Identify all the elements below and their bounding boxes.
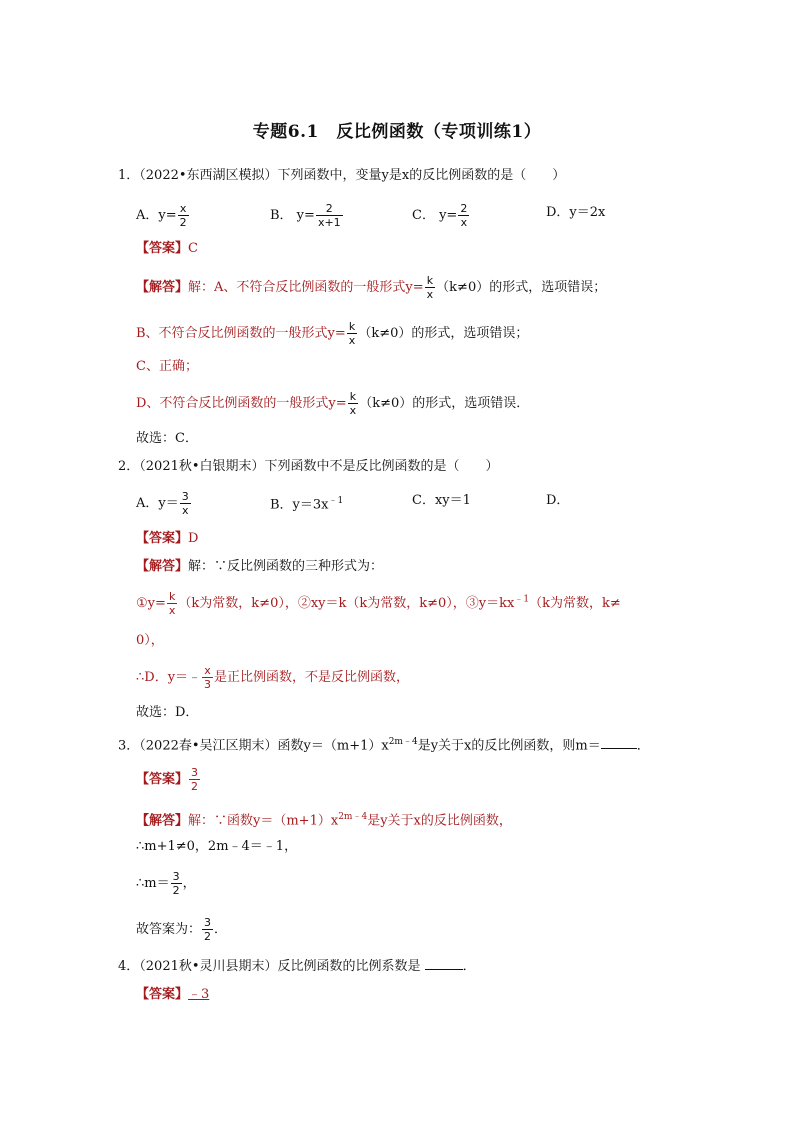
- solution-label: 【解答】: [136, 280, 189, 295]
- page-title: 专题6.1 反比例函数（专项训练1）: [252, 122, 542, 142]
- stem-text: ．: [636, 738, 650, 754]
- q2-option-b: [270, 492, 343, 514]
- solution-label: 【解答】: [136, 813, 189, 829]
- fraction: [189, 766, 200, 793]
- solution-text: ①y=: [136, 596, 166, 611]
- q1-option-c-label: C． y=: [412, 208, 458, 223]
- denominator: 2: [179, 216, 187, 229]
- solution-text: 解：∵函数y＝（m+1）x: [188, 813, 339, 829]
- q1-option-d: D．y＝2x: [546, 205, 606, 220]
- q2-option-d: D．: [546, 493, 570, 508]
- q4-answer: [136, 986, 209, 1004]
- denominator: x: [349, 404, 357, 417]
- q1-answer: [136, 240, 198, 258]
- q2-solution-line-3: 0），: [136, 633, 164, 648]
- solution-text: （k≠0）的形式，选项错误；: [358, 326, 529, 341]
- numerator: x: [202, 664, 213, 678]
- solution-text: ，: [182, 876, 196, 891]
- fraction: [347, 320, 358, 347]
- q2-option-c: C．xy＝1: [412, 493, 471, 508]
- denominator: x+1: [317, 216, 341, 229]
- fraction: [202, 664, 213, 691]
- numerator: 2: [316, 202, 343, 216]
- answer-value: ﹣3: [188, 987, 210, 1002]
- solution-text: 故答案为：: [136, 922, 202, 937]
- denominator: 2: [204, 930, 212, 943]
- answer-value: D: [188, 531, 199, 546]
- denominator: x: [460, 216, 468, 229]
- q2-solution-line-2: [136, 590, 621, 617]
- numerator: 3: [181, 490, 189, 503]
- exponent: 2m﹣4: [388, 737, 418, 747]
- q1-solution-line-2: [136, 320, 528, 347]
- denominator: x: [426, 288, 434, 301]
- denominator: 2: [191, 780, 199, 793]
- solution-label: 【解答】: [136, 559, 189, 574]
- fraction: [316, 202, 343, 229]
- numerator: k: [348, 390, 359, 404]
- q2-solution-line-1: [136, 558, 383, 576]
- q1-stem: 1．（2022•东西湖区模拟）下列函数中，变量y是x的反比例函数的是（ ）: [118, 168, 566, 183]
- solution-text: 解：∵反比例函数的三种形式为：: [188, 559, 384, 574]
- q1-solution-line-3: C、正确；: [136, 359, 198, 374]
- q1-option-b: [270, 202, 344, 229]
- q1-solution-line-1: [136, 274, 606, 301]
- denominator: 2: [172, 884, 180, 897]
- q2-stem: 2．（2021秋•白银期末）下列函数中不是反比例函数的是（ ）: [118, 459, 499, 474]
- answer-blank[interactable]: [425, 957, 463, 970]
- numerator: 3: [172, 870, 180, 883]
- q1-choose: 故选：C．: [136, 431, 198, 446]
- fraction: [348, 390, 359, 417]
- q3-solution-line-2: ∴m+1≠0，2m﹣4＝﹣1，: [136, 839, 298, 854]
- answer-label: 【答案】: [136, 241, 189, 256]
- stem-text: ．: [462, 959, 476, 974]
- solution-text: （k为常数，k≠: [529, 596, 621, 611]
- stem-text: 3．（2022春•吴江区期末）函数y＝（m+1）x: [118, 738, 389, 754]
- solution-text: ．: [214, 922, 228, 937]
- numerator: x: [178, 202, 189, 216]
- fraction: [171, 870, 182, 897]
- numerator: k: [425, 274, 436, 288]
- exponent: ﹣1: [514, 594, 530, 605]
- q2-option-a: [136, 490, 192, 517]
- numerator: k: [347, 320, 358, 334]
- answer-label: 【答案】: [136, 987, 189, 1002]
- answer-value: C: [188, 241, 198, 256]
- solution-text: 解：A、不符合反比例函数的一般形式y=: [188, 280, 424, 295]
- solution-text: 是y关于x的反比例函数，: [367, 813, 512, 829]
- stem-text: 是y关于x的反比例函数，则m＝: [417, 738, 601, 754]
- solution-text: （k≠0）的形式，选项错误．: [359, 396, 530, 411]
- q2-answer: [136, 530, 198, 548]
- stem-text: 4．（2021秋•灵川县期末）反比例函数的比例系数是: [118, 959, 425, 974]
- solution-text: D、不符合反比例函数的一般形式y=: [136, 396, 347, 411]
- q1-option-c: [412, 202, 470, 229]
- fraction: [167, 590, 178, 617]
- numerator: k: [167, 590, 178, 604]
- denominator: x: [168, 604, 176, 617]
- q3-solution-line-4: [136, 916, 227, 943]
- solution-text: B、不符合反比例函数的一般形式y=: [136, 326, 346, 341]
- fraction: [178, 202, 189, 229]
- fraction: [458, 202, 469, 229]
- denominator: x: [348, 334, 356, 347]
- solution-text: （k≠0）的形式，选项错误；: [436, 280, 607, 295]
- q2-solution-line-4: [136, 664, 409, 691]
- denominator: x: [181, 504, 189, 517]
- denominator: 3: [204, 678, 212, 691]
- q3-stem: [118, 733, 650, 755]
- q4-stem: [118, 957, 476, 976]
- q1-solution-line-4: [136, 390, 529, 417]
- solution-text: ∴D．y＝﹣: [136, 670, 202, 685]
- answer-label: 【答案】: [136, 531, 189, 546]
- numerator: 3: [191, 766, 199, 779]
- q2-choose: 故选：D．: [136, 705, 199, 720]
- solution-text: （k为常数，k≠0），②xy＝k（k为常数，k≠0），③y＝kx: [178, 596, 515, 611]
- q1-option-a-label: A．y=: [136, 208, 177, 223]
- q3-solution-line-1: [136, 808, 512, 830]
- fraction: [180, 490, 191, 517]
- solution-text: ∴m＝: [136, 876, 170, 891]
- q2-option-a-label: A．y＝: [136, 496, 179, 511]
- numerator: 3: [204, 916, 212, 929]
- exponent: 2m﹣4: [338, 812, 368, 822]
- answer-blank[interactable]: [601, 736, 637, 749]
- exponent: ﹣1: [328, 496, 344, 506]
- q3-solution-line-3: [136, 870, 196, 897]
- q2-option-b-label: B．y＝3x: [270, 497, 329, 513]
- q1-option-b-label: B． y=: [270, 208, 315, 223]
- numerator: 2: [460, 202, 468, 215]
- answer-label: 【答案】: [136, 772, 189, 787]
- fraction: [425, 274, 436, 301]
- solution-text: 是正比例函数，不是反比例函数，: [214, 670, 410, 685]
- fraction: [202, 916, 213, 943]
- q3-answer: [136, 766, 201, 793]
- q1-option-a: [136, 202, 190, 229]
